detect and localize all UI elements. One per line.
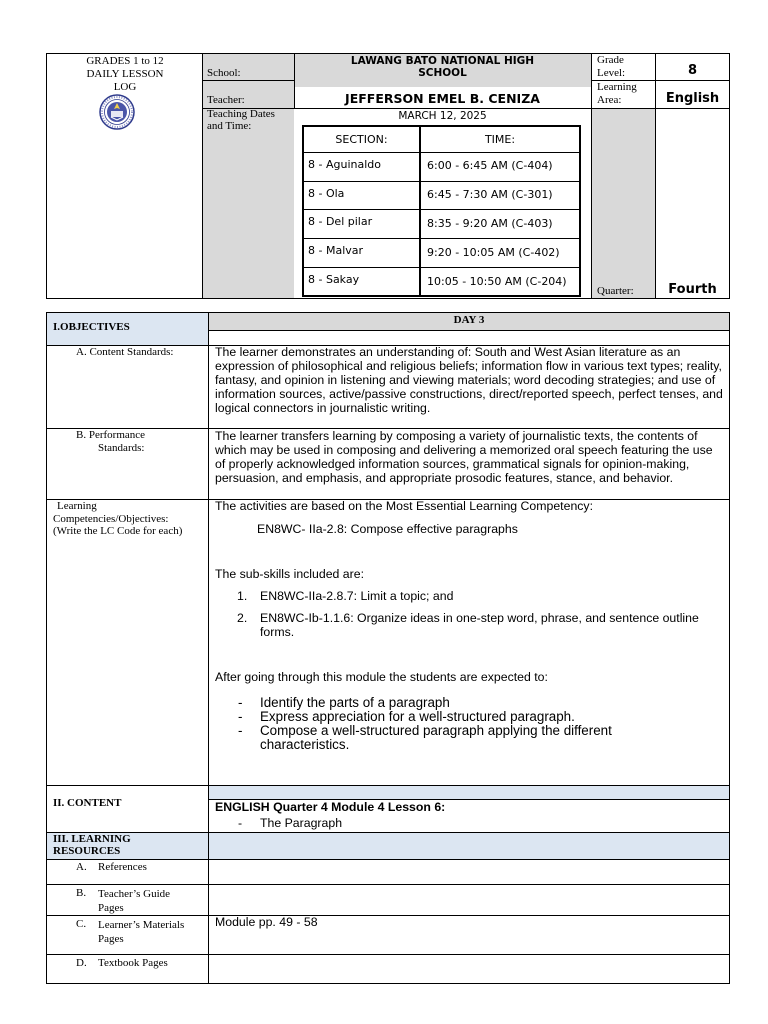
resource-label: Learner’s Materials Pages [98, 919, 185, 945]
resource-letter: A. [76, 861, 87, 873]
list-item: - Identify the parts of a paragraph [236, 696, 676, 710]
resource-label: Textbook Pages [98, 957, 168, 969]
schedule-section: 8 - Del pilar [308, 215, 373, 228]
resource-label: Teacher’s Guide Pages [98, 888, 171, 914]
content-standards-text: The learner demonstrates an understanding of: South and West Asian literature as an expression of philosophical and religious beliefs; information flow in various text types; reality, fantasy, and opinion in listening and viewing materials; word decoding strategies; and use of information sources, active/passive constructions, direct/reported speech, perfect tenses, and logical connectors in journalistic writing. [215, 345, 723, 415]
subskill-text: EN8WC-Ib-1.1.6: Organize ideas in one-step word, phrase, and sentence outline forms. [260, 611, 699, 639]
list-item: - Compose a well-structured paragraph applying the different characteristics. [236, 724, 676, 752]
content-title: II. CONTENT [53, 797, 122, 809]
content-strip-fill [209, 785, 729, 799]
label-column-fill [202, 54, 294, 298]
grade-label: Grade Level: [597, 54, 626, 79]
school-name: LAWANG BATO NATIONAL HIGH SCHOOL [350, 55, 535, 79]
quarter-value: Fourth [668, 282, 717, 297]
list-item [215, 589, 715, 603]
subskills-list [215, 589, 715, 639]
resource-letter: D. [76, 957, 87, 969]
schedule-section: 8 - Sakay [308, 273, 360, 286]
expectations-list [236, 696, 676, 752]
area-value: English [665, 91, 720, 106]
deped-seal-icon [99, 94, 135, 130]
schedule-section: 8 - Ola [308, 187, 345, 200]
schedule-time: 8:35 - 9:20 AM (C-403) [427, 217, 553, 230]
school-label: School: [207, 67, 241, 79]
quarter-column-fill [591, 108, 655, 298]
lc-main: EN8WC- IIa-2.8: Compose effective paragraphs [257, 522, 518, 536]
subskill-number: 2. [237, 611, 248, 625]
schedule-header-section: SECTION: [335, 133, 388, 146]
performance-standards-text: The learner transfers learning by composing a variety of journalistic texts, the contents of which may be used in composing and delivering a memorized oral speech featuring the use of properly acknowledged information sources, grammatical signals for opinion-making, persuasion, and emphasis, and appropriate prosodic features, stance, and behavior. [215, 429, 713, 485]
performance-standards-label: B. Performance Standards: [76, 429, 146, 454]
schedule-time: 6:45 - 7:30 AM (C-301) [427, 188, 553, 201]
schedule-section: 8 - Malvar [308, 244, 364, 257]
grade-value: 8 [687, 63, 698, 78]
teacher-label: Teacher: [207, 94, 245, 106]
objectives-title: I.OBJECTIVES [53, 321, 130, 333]
list-item [215, 611, 715, 639]
lc-intro: The activities are based on the Most Essential Learning Competency: [215, 499, 593, 513]
day-header: DAY 3 [453, 314, 485, 326]
list-item: - Express appreciation for a well-structured paragraph. [236, 710, 676, 724]
resource-letter: B. [76, 887, 87, 899]
teaching-date: MARCH 12, 2025 [398, 110, 487, 122]
schedule-header-time: TIME: [484, 133, 516, 146]
subskill-text: EN8WC-IIa-2.8.7: Limit a topic; and [260, 589, 454, 603]
dates-label: Teaching Dates and Time: [207, 108, 275, 132]
resources-title: III. LEARNING RESOURCES [53, 833, 131, 857]
quarter-label: Quarter: [597, 285, 634, 297]
expectations-intro: After going through this module the students are expected to: [215, 670, 548, 684]
list-item: - The Paragraph [236, 816, 536, 830]
teacher-name: JEFFERSON EMEL B. CENIZA [345, 91, 540, 106]
lc-label: Learning Competencies/Objectives: (Write the LC Code for each) [53, 500, 183, 537]
schedule-time: 10:05 - 10:50 AM (C-204) [427, 275, 567, 288]
content-topic-list [236, 816, 536, 830]
resources-title-fill [47, 833, 729, 859]
schedule-time: 9:20 - 10:05 AM (C-402) [427, 246, 560, 259]
subskills-intro: The sub-skills included are: [215, 567, 364, 581]
content-standards-label: A. Content Standards: [76, 346, 174, 358]
schedule-section: 8 - Aguinaldo [308, 158, 381, 171]
content-module: ENGLISH Quarter 4 Module 4 Lesson 6: [215, 800, 446, 814]
resource-letter: C. [76, 918, 87, 930]
dll-title: GRADES 1 to 12 DAILY LESSON LOG [86, 55, 164, 93]
area-label: Learning Area: [597, 81, 637, 106]
resource-value: Module pp. 49 - 58 [215, 915, 318, 929]
resource-label: References [98, 861, 147, 873]
subskill-number: 1. [237, 589, 248, 603]
schedule-time: 6:00 - 6:45 AM (C-404) [427, 159, 553, 172]
